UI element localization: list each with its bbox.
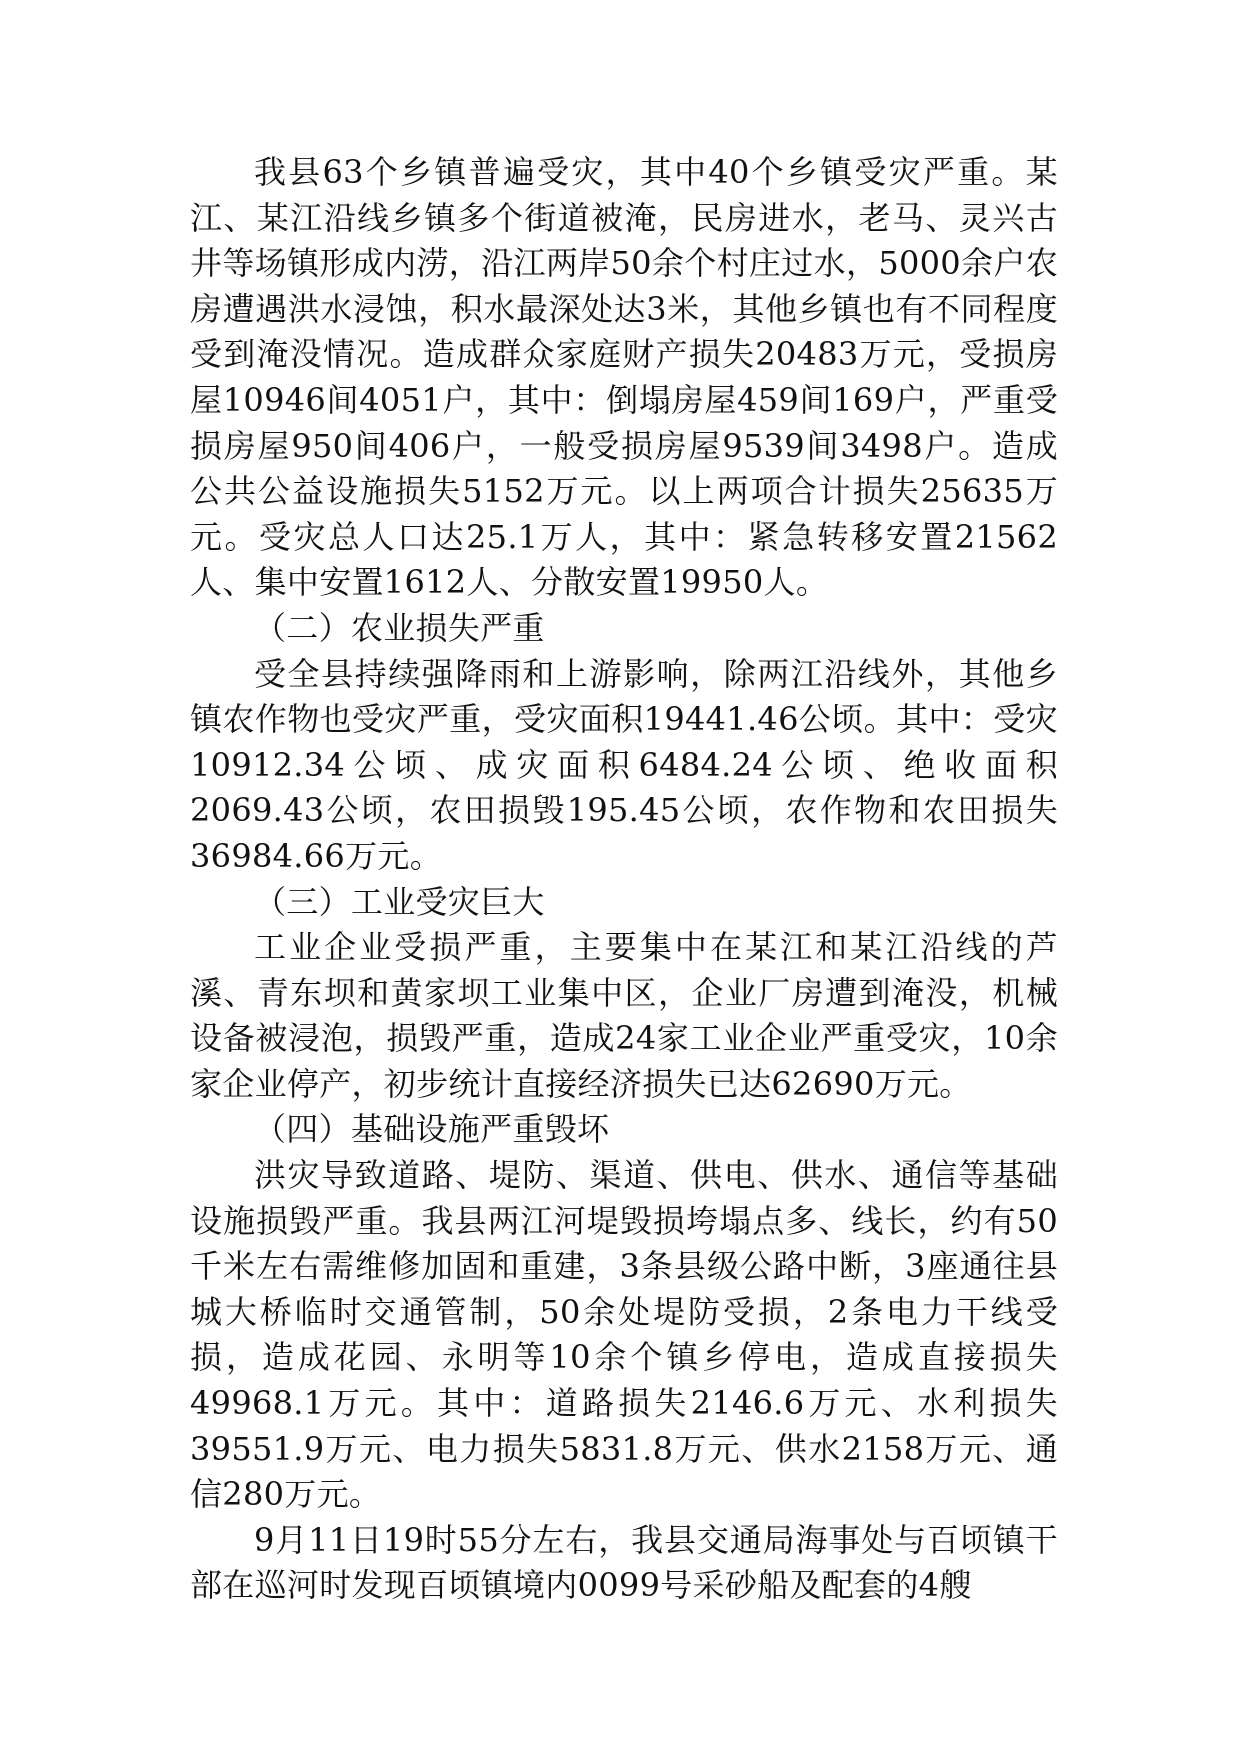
paragraph-industry: 工业企业受损严重，主要集中在某江和某江沿线的芦溪、青东坝和黄家坝工业集中区，企业厂房遭到淹没，机械设备被浸泡，损毁严重，造成24家工业企业严重受灾，10余家企业停产，初步统计直接经济损失已达62690万元。: [190, 928, 1058, 1103]
heading-agriculture: （二）农业损失严重: [254, 608, 545, 647]
paragraph-incident: 9月11日19时55分左右，我县交通局海事处与百顷镇干部在巡河时发现百顷镇境内0099号采砂船及配套的4艘: [190, 1520, 1058, 1605]
heading-industry: （三）工业受灾巨大: [254, 882, 545, 921]
paragraph-disaster-overview: 我县63个乡镇普遍受灾，其中40个乡镇受灾严重。某江、某江沿线乡镇多个街道被淹，民房进水，老马、灵兴古井等场镇形成内涝，沿江两岸50余个村庄过水，5000余户农房遭遇洪水浸蚀，积水最深处达3米，其他乡镇也有不同程度受到淹没情况。造成群众家庭财产损失20483万元，受损房屋10946间4051户，其中：倒塌房屋459间169户，严重受损房屋950间406户，一般受损房屋9539间3498户。造成公共公益设施损失5152万元。以上两项合计损失25635万元。受灾总人口达25.1万人，其中：紧急转移安置21562人、集中安置1612人、分散安置19950人。: [190, 153, 1058, 602]
paragraph-agriculture: 受全县持续强降雨和上游影响，除两江沿线外，其他乡镇农作物也受灾严重，受灾面积19441.46公顷。其中：受灾10912.34公顷、成灾面积6484.24公顷、绝收面积2069.43公顷，农田损毁195.45公顷，农作物和农田损失36984.66万元。: [190, 654, 1058, 875]
document-page: [190, 150, 1058, 1609]
paragraph-infrastructure: 洪灾导致道路、堤防、渠道、供电、供水、通信等基础设施损毁严重。我县两江河堤毁损垮塌点多、线长，约有50千米左右需维修加固和重建，3条县级公路中断，3座通往县城大桥临时交通管制，50余处堤防受损，2条电力干线受损，造成花园、永明等10余个镇乡停电，造成直接损失49968.1万元。其中：道路损失2146.6万元、水利损失39551.9万元、电力损失5831.8万元、供水2158万元、通信280万元。: [190, 1156, 1058, 1514]
heading-infrastructure: （四）基础设施严重毁坏: [254, 1110, 610, 1149]
